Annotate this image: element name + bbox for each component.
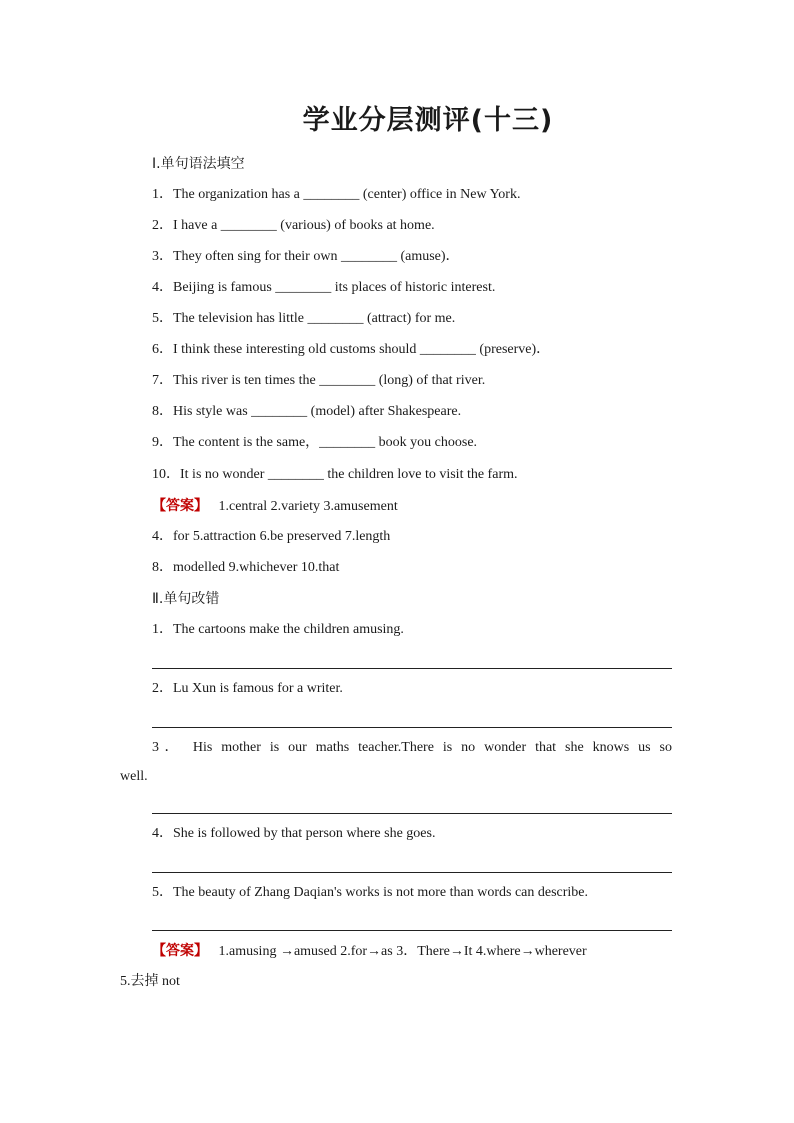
answer-rule-5 [152,930,672,931]
question-9: 9．The content is the same，________ book you choose. [152,435,478,450]
question-4: 4．Beijing is famous ________ its places of historic interest. [152,280,496,295]
question-1: 1．The organization has a ________ (center) office in New York. [152,187,521,202]
page-title: 学业分层测评(十三) [302,105,554,136]
correction-1: 1．The cartoons make the children amusing. [152,622,404,637]
question-2: 2．I have a ________ (various) of books at home. [152,218,435,233]
question-3: 3．They often sing for their own ________ (amuse)． [152,249,460,264]
answer-rule-1 [152,668,672,669]
correction-3-continued: well. [120,769,148,784]
question-10: 10．It is no wonder ________ the children love to visit the farm. [152,467,518,482]
answer-rule-3 [152,813,672,814]
section-2-answers-line-2: 5.去掉 not [120,974,180,989]
correction-3: 3． His mother is our maths teacher.There is no wonder that she knows us so [152,740,672,755]
correction-4: 4．She is followed by that person where she goes. [152,826,436,841]
section-1-answers-line-2: 4．for 5.attraction 6.be preserved 7.length [152,529,391,544]
correction-5: 5．The beauty of Zhang Daqian's works is not more than words can describe. [152,885,589,900]
question-8: 8．His style was ________ (model) after Shakespeare. [152,404,462,419]
answers-text: 1.amusing →amused 2.for→as 3．There→It 4.where→wherever [218,944,587,959]
answer-rule-2 [152,727,672,728]
section-1-answers [152,497,398,516]
answer-tag: 【答案】 [152,943,208,959]
answers-text: 1.central 2.variety 3.amusement [218,499,398,514]
question-7: 7．This river is ten times the ________ (long) of that river. [152,373,486,388]
answer-rule-4 [152,872,672,873]
section-2-answers [152,942,587,961]
correction-2: 2．Lu Xun is famous for a writer. [152,681,343,696]
section-1-answers-line-3: 8．modelled 9.whichever 10.that [152,560,340,575]
question-6: 6．I think these interesting old customs should ________ (preserve)． [152,342,551,357]
question-5: 5．The television has little ________ (attract) for me. [152,311,456,326]
section-1-heading: Ⅰ.单句语法填空 [152,156,245,172]
section-2-heading: Ⅱ.单句改错 [152,591,220,607]
answer-tag: 【答案】 [152,498,208,514]
